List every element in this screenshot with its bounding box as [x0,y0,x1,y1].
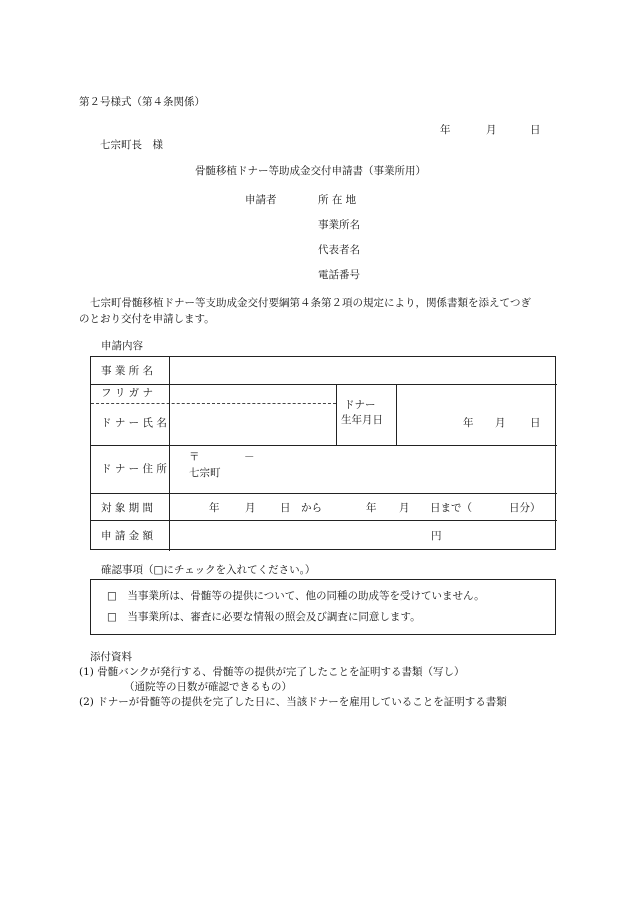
period-year-end: 年 [366,502,377,514]
row-divider [91,493,557,494]
applicant-address-label: 所 在 地 [318,194,357,206]
postal-mark: 〒 [189,451,200,463]
period-day-start: 日 から [280,502,322,514]
birth-column-divider [336,384,337,445]
birth-month: 月 [495,417,506,429]
period-label: 対 象 期 間 [101,502,154,514]
period-month-end: 月 [399,502,410,514]
postal-dash: － [244,451,255,463]
row-divider [91,384,557,385]
applicant-phone-label: 電話番号 [318,269,360,281]
document-title: 骨髄移植ドナー等助成金交付申請書（事業所用） [195,165,426,177]
amount-unit: 円 [431,530,442,542]
date-day: 日 [530,124,541,136]
confirmation-caption: 確認事項（□にチェックを入れてください。） [101,564,316,576]
donor-birth-label-1: ドナー [344,399,376,411]
date-year: 年 [440,124,451,136]
attachment-item-2: (2) ドナーが骨髄等の提供を完了した日に、当該ドナーを雇用していることを証明する書類 [79,696,507,708]
period-month-start: 月 [245,502,256,514]
period-until: 日まで（ [430,502,472,514]
application-caption: 申請内容 [101,340,143,352]
town-name: 七宗町 [189,467,221,479]
applicant-company-label: 事業所名 [318,219,360,231]
row-divider [91,445,557,446]
donor-address-label: ド ナ ー 住 所 [101,463,167,475]
birth-value-divider [396,384,397,445]
company-name-label: 事 業 所 名 [101,365,154,377]
application-table [90,356,556,550]
attachment-item-1: (1) 骨髄バンクが発行する、骨髄等の提供が完了したことを証明する書類（写し） [79,666,465,678]
addressee: 七宗町長 様 [100,139,163,151]
birth-year: 年 [463,417,474,429]
row-divider [91,520,557,521]
form-number: 第２号様式（第４条関係） [79,96,205,108]
donor-birth-label-2: 生年月日 [341,414,383,426]
furigana-label: フ リ ガ ナ [101,387,154,399]
attachments-caption: 添付資料 [90,651,132,663]
intro-line-2: のとおり交付を申請します。 [79,313,215,325]
intro-line-1: 七宗町骨髄移植ドナー等支助成金交付要綱第４条第２項の規定により，関係書類を添えてつぎ [90,297,531,309]
applicant-label: 申請者 [245,194,277,206]
confirmation-checkbox-item-1[interactable]: □ 当事業所は、骨髄等の提供について、他の同種の助成等を受けていません。 [107,590,485,602]
confirmation-checkbox-item-2[interactable]: □ 当事業所は、審査に必要な情報の照会及び調査に同意します。 [107,611,421,623]
period-days: 日分） [509,502,541,514]
confirmation-box [90,579,556,635]
birth-day: 日 [530,417,541,429]
applicant-representative-label: 代表者名 [318,244,360,256]
date-month: 月 [486,124,497,136]
attachment-item-1-note: （通院等の日数が確認できるもの） [124,681,292,693]
label-column-divider [169,357,170,551]
period-year-start: 年 [209,502,220,514]
furigana-divider [91,403,336,404]
donor-name-label: ド ナ ー 氏 名 [101,417,167,429]
amount-label: 申 請 金 額 [101,530,154,542]
